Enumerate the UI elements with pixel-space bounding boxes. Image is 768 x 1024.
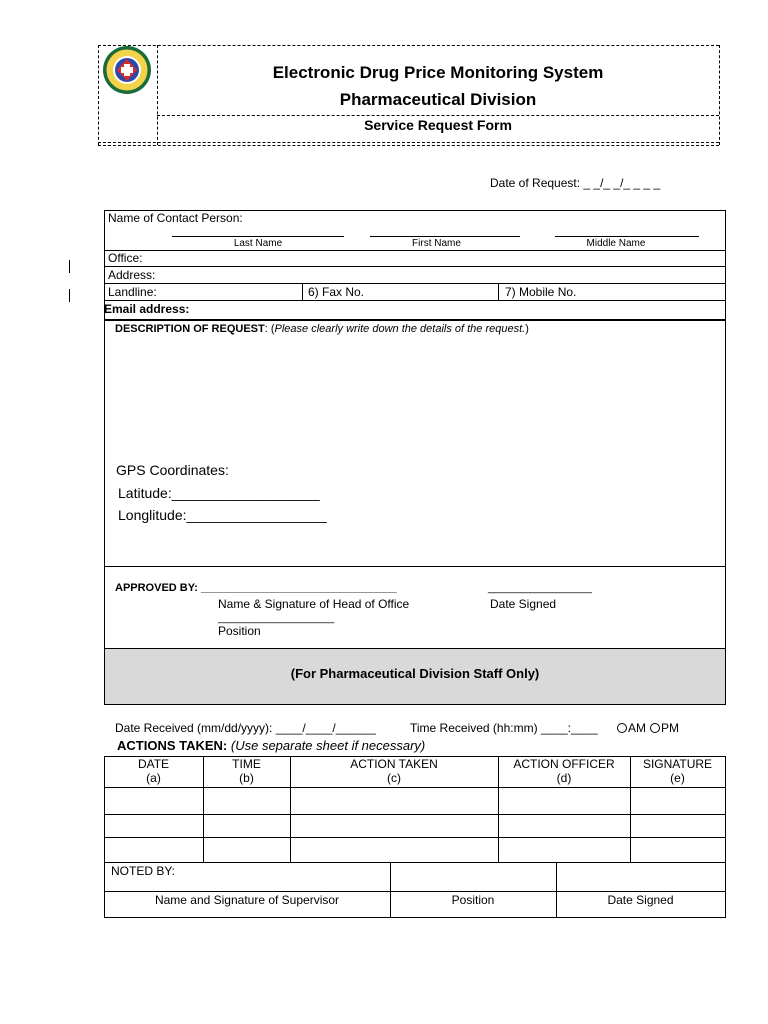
head-of-office-caption: Name & Signature of Head of Office [218,597,410,611]
noted-col-border [556,862,557,918]
staff-only-label: (For Pharmaceutical Division Staff Only) [290,666,540,681]
row-divider [104,283,726,284]
doh-seal-logo [101,45,153,95]
col-signature-sub: (e) [670,771,685,785]
actions-row-divider [104,837,726,838]
row-divider-thick [104,319,726,321]
row-divider [104,250,726,251]
latitude-field[interactable]: Latitude:___________________ [118,485,320,501]
actions-table-bottom [104,862,726,863]
date-of-request[interactable]: Date of Request: _ _/_ _/_ _ _ _ [490,176,661,190]
email-label[interactable]: Email address: [104,302,190,316]
actions-heading [117,738,425,753]
header-border-bottom-2 [98,145,719,146]
landline-label[interactable]: Landline: [108,285,157,299]
header-title: Electronic Drug Price Monitoring System [272,63,604,82]
last-name-line[interactable] [172,236,344,237]
contact-name-label: Name of Contact Person: [108,211,243,225]
actions-row-divider [104,814,726,815]
approval-date-line[interactable]: _________________ [488,582,593,594]
landline-fax-divider [302,283,303,301]
description-heading [115,323,529,335]
am-label: AM [628,721,646,735]
noted-position-caption: Position [451,893,495,907]
noted-col-border [104,862,105,918]
actions-col-border [725,756,726,863]
mobile-label[interactable]: 7) Mobile No. [505,285,577,299]
description-area[interactable] [108,340,720,455]
col-officer-sub: (d) [556,771,572,785]
noted-bottom [104,917,726,918]
noted-col-border [390,862,391,918]
noted-col-border [725,862,726,918]
description-label: DESCRIPTION OF REQUEST [115,323,265,335]
noted-row-divider [104,891,726,892]
header-border-top [98,45,719,46]
col-action-sub: (c) [387,771,401,785]
header-subtitle: Pharmaceutical Division [339,90,537,109]
col-action-header: ACTION TAKEN [350,757,438,771]
supervisor-caption: Name and Signature of Supervisor [154,893,340,907]
col-signature-header: SIGNATURE [642,757,713,771]
actions-header-bottom [104,787,726,788]
header-divider [157,115,719,116]
date-signed-caption: Date Signed [490,597,557,611]
actions-label: ACTIONS TAKEN: [117,738,228,753]
noted-by-label[interactable]: NOTED BY: [111,864,176,878]
row-divider [104,566,726,567]
header-border-bottom [98,142,719,143]
description-colon: : ( [264,323,275,335]
date-received[interactable]: Date Received (mm/dd/yyyy): ____/____/______ [115,721,376,735]
row-divider [104,300,726,301]
row-divider [104,266,726,267]
am-radio[interactable] [617,723,627,733]
form-name: Service Request Form [364,117,512,133]
col-date-sub: (a) [146,771,161,785]
first-name-caption: First Name [412,238,461,249]
col-officer-header: ACTION OFFICER [513,757,615,771]
time-received[interactable]: Time Received (hh:mm) ____:____ [410,721,598,735]
form-border-right [725,210,726,648]
margin-mark [69,260,70,273]
first-name-line[interactable] [370,236,520,237]
middle-name-caption: Middle Name [586,238,646,249]
description-hint: Please clearly write down the details of the request. [274,323,526,335]
margin-mark [69,289,70,302]
middle-name-line[interactable] [555,236,699,237]
description-close: ) [525,323,529,335]
actions-hint: (Use separate sheet if necessary) [230,738,426,753]
longitude-field[interactable]: Longlitude:__________________ [118,507,327,523]
col-time-sub: (b) [239,771,254,785]
col-time-header: TIME [232,757,261,771]
header-border-right [719,45,720,145]
pm-radio[interactable] [650,723,660,733]
pm-label: PM [661,721,679,735]
last-name-caption: Last Name [233,238,283,249]
position-caption: Position [218,624,261,638]
noted-date-caption: Date Signed [607,893,674,907]
address-label[interactable]: Address: [108,268,156,282]
fax-mobile-divider [498,283,499,301]
position-line[interactable]: ___________________ [218,612,335,624]
header-border-left [98,45,99,145]
office-label[interactable]: Office: [108,251,143,265]
col-date-header: DATE [137,757,170,771]
approved-by-label[interactable]: APPROVED BY: ________________________________ [115,582,397,594]
gps-label: GPS Coordinates: [116,462,229,478]
fax-label[interactable]: 6) Fax No. [308,285,365,299]
form-border-left [104,210,105,648]
